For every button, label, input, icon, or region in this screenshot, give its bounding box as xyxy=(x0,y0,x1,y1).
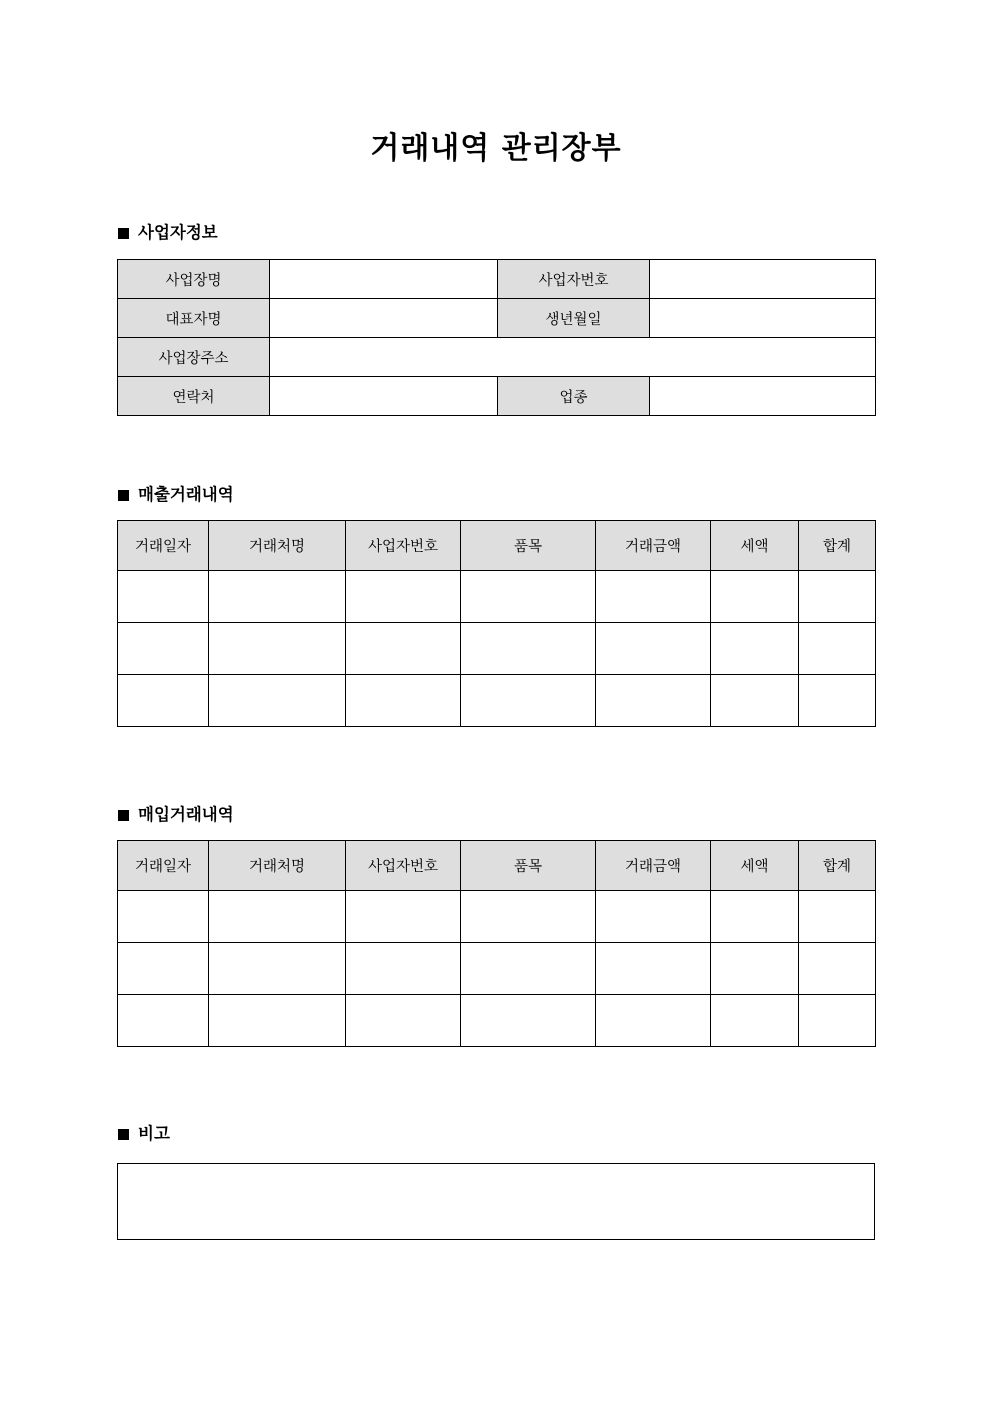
cell-total[interactable] xyxy=(799,571,876,623)
column-header-counterparty: 거래처명 xyxy=(209,521,346,571)
table-row xyxy=(118,675,876,727)
cell-date[interactable] xyxy=(118,571,209,623)
cell-item[interactable] xyxy=(461,571,596,623)
cell-counterparty[interactable] xyxy=(209,995,346,1047)
field-label-business-address: 사업장주소 xyxy=(118,338,270,377)
page-title: 거래내역 관리장부 xyxy=(370,131,622,166)
field-value-industry[interactable] xyxy=(650,377,876,416)
cell-total[interactable] xyxy=(799,943,876,995)
cell-item[interactable] xyxy=(461,623,596,675)
cell-counterparty[interactable] xyxy=(209,623,346,675)
section-heading-purchase xyxy=(118,807,234,824)
section-heading-label: 사업자정보 xyxy=(138,223,218,242)
cell-total[interactable] xyxy=(799,675,876,727)
sales-transactions-table xyxy=(117,520,876,727)
column-header-date: 거래일자 xyxy=(118,521,209,571)
cell-date[interactable] xyxy=(118,943,209,995)
column-header-total: 합계 xyxy=(799,521,876,571)
field-value-business-name[interactable] xyxy=(270,260,498,299)
table-header-row xyxy=(118,521,876,571)
cell-business-number[interactable] xyxy=(346,675,461,727)
cell-tax[interactable] xyxy=(711,571,799,623)
cell-tax[interactable] xyxy=(711,943,799,995)
field-label-contact: 연락처 xyxy=(118,377,270,416)
square-bullet-icon xyxy=(118,228,129,239)
table-row xyxy=(118,260,876,299)
table-row xyxy=(118,623,876,675)
cell-item[interactable] xyxy=(461,943,596,995)
table-header-row xyxy=(118,841,876,891)
field-value-representative-name[interactable] xyxy=(270,299,498,338)
cell-amount[interactable] xyxy=(596,943,711,995)
section-heading-remarks xyxy=(118,1126,170,1143)
column-header-tax: 세액 xyxy=(711,521,799,571)
cell-amount[interactable] xyxy=(596,891,711,943)
business-info-table xyxy=(117,259,876,416)
cell-business-number[interactable] xyxy=(346,943,461,995)
cell-counterparty[interactable] xyxy=(209,891,346,943)
field-value-business-number[interactable] xyxy=(650,260,876,299)
cell-counterparty[interactable] xyxy=(209,675,346,727)
column-header-counterparty: 거래처명 xyxy=(209,841,346,891)
cell-amount[interactable] xyxy=(596,571,711,623)
cell-amount[interactable] xyxy=(596,995,711,1047)
cell-total[interactable] xyxy=(799,891,876,943)
column-header-date: 거래일자 xyxy=(118,841,209,891)
cell-tax[interactable] xyxy=(711,675,799,727)
column-header-business-number: 사업자번호 xyxy=(346,521,461,571)
column-header-business-number: 사업자번호 xyxy=(346,841,461,891)
field-label-representative-name: 대표자명 xyxy=(118,299,270,338)
cell-business-number[interactable] xyxy=(346,571,461,623)
column-header-item: 품목 xyxy=(461,521,596,571)
column-header-total: 합계 xyxy=(799,841,876,891)
table-row xyxy=(118,891,876,943)
purchase-transactions-table xyxy=(117,840,876,1047)
cell-counterparty[interactable] xyxy=(209,571,346,623)
table-row xyxy=(118,338,876,377)
square-bullet-icon xyxy=(118,1129,129,1140)
cell-date[interactable] xyxy=(118,623,209,675)
section-heading-label: 매입거래내역 xyxy=(138,805,234,824)
field-value-business-address[interactable] xyxy=(270,338,876,377)
cell-tax[interactable] xyxy=(711,623,799,675)
column-header-tax: 세액 xyxy=(711,841,799,891)
cell-item[interactable] xyxy=(461,995,596,1047)
field-value-birthdate[interactable] xyxy=(650,299,876,338)
table-row xyxy=(118,377,876,416)
remarks-textarea[interactable] xyxy=(117,1163,875,1240)
section-heading-business-info xyxy=(118,225,218,242)
cell-date[interactable] xyxy=(118,675,209,727)
field-label-business-number: 사업자번호 xyxy=(498,260,650,299)
table-row xyxy=(118,299,876,338)
table-row xyxy=(118,943,876,995)
field-value-contact[interactable] xyxy=(270,377,498,416)
cell-date[interactable] xyxy=(118,891,209,943)
table-row xyxy=(118,995,876,1047)
square-bullet-icon xyxy=(118,490,129,501)
cell-counterparty[interactable] xyxy=(209,943,346,995)
cell-date[interactable] xyxy=(118,995,209,1047)
cell-tax[interactable] xyxy=(711,891,799,943)
section-heading-label: 매출거래내역 xyxy=(138,485,234,504)
table-row xyxy=(118,571,876,623)
cell-tax[interactable] xyxy=(711,995,799,1047)
cell-amount[interactable] xyxy=(596,675,711,727)
square-bullet-icon xyxy=(118,810,129,821)
field-label-industry: 업종 xyxy=(498,377,650,416)
cell-total[interactable] xyxy=(799,995,876,1047)
column-header-item: 품목 xyxy=(461,841,596,891)
field-label-business-name: 사업장명 xyxy=(118,260,270,299)
section-heading-sales xyxy=(118,487,234,504)
column-header-amount: 거래금액 xyxy=(596,841,711,891)
column-header-amount: 거래금액 xyxy=(596,521,711,571)
cell-business-number[interactable] xyxy=(346,891,461,943)
cell-amount[interactable] xyxy=(596,623,711,675)
cell-business-number[interactable] xyxy=(346,995,461,1047)
field-label-birthdate: 생년월일 xyxy=(498,299,650,338)
cell-business-number[interactable] xyxy=(346,623,461,675)
cell-total[interactable] xyxy=(799,623,876,675)
cell-item[interactable] xyxy=(461,675,596,727)
section-heading-label: 비고 xyxy=(138,1124,170,1143)
cell-item[interactable] xyxy=(461,891,596,943)
